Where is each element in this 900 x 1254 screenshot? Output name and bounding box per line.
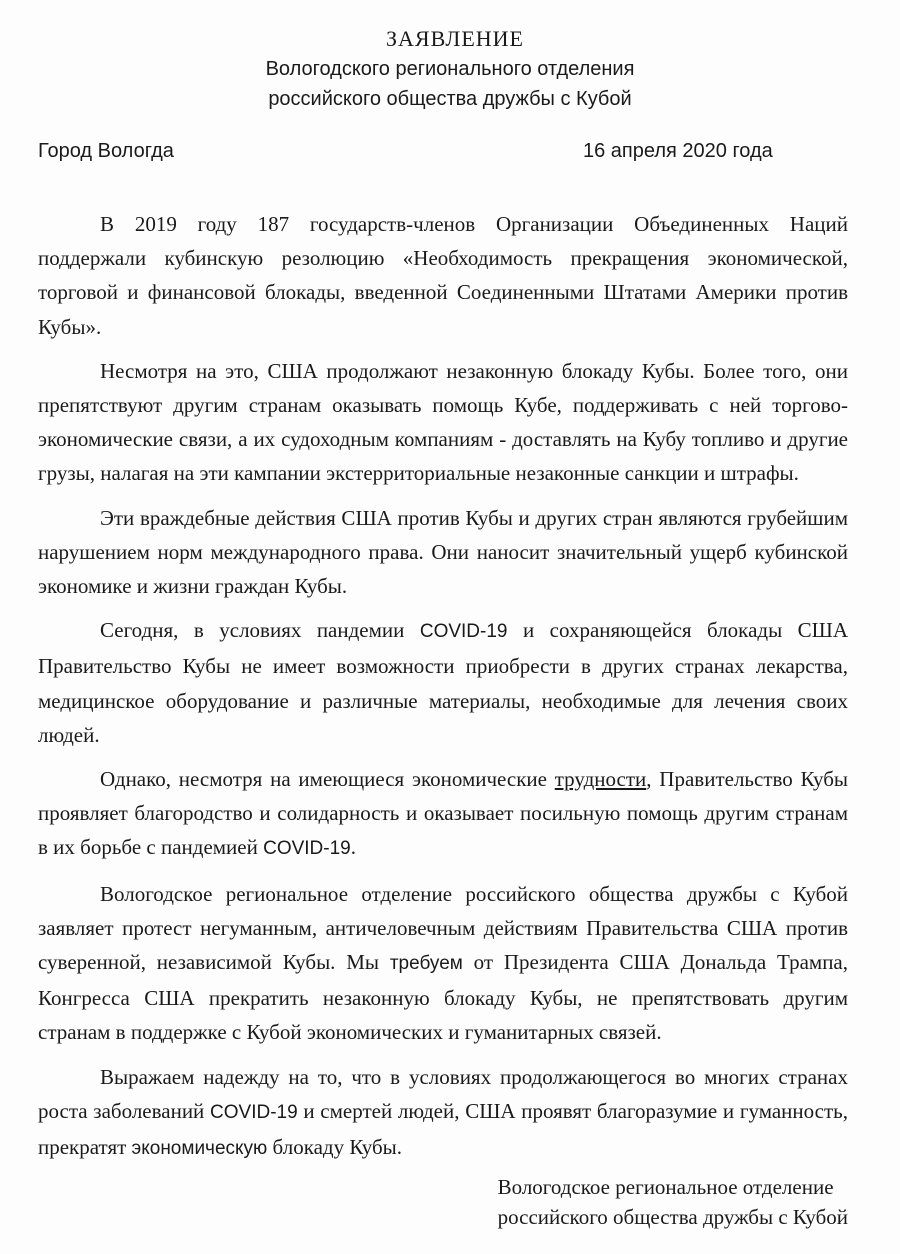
document-header [0, 24, 900, 114]
paragraph-blockade-continues: Несмотря на это, США продолжают незаконную блокаду Кубы. Более того, они препятствуют другим странам оказывать помощь Кубе, поддерживать с ней торгово-экономические связи, а их судоходным компаниям - доставлять на Кубу топливо и другие грузы, налагая на эти кампании экстерриториальные незаконные санкции и штрафы. [38, 358, 848, 486]
paragraph-law-violation: Эти враждебные действия США против Кубы и других стран являются грубейшим нарушением норм международного права. Они наносит значительный ущерб кубинской экономике и жизни граждан Кубы. [38, 505, 848, 599]
statement-body [38, 207, 848, 1176]
city-name: Город Вологда [38, 140, 174, 162]
paragraph-cuba-solidarity: Однако, несмотря на имеющиеся экономические трудности, Правительство Кубы проявляет благородство и солидарность и оказывает посильную помощь другим странам в их борьбе с пандемией COVID-19. [38, 767, 848, 860]
document-title: ЗАЯВЛЕНИЕ [386, 26, 524, 51]
paragraph-hope: Выражаем надежду на то, что в условиях продолжающегося во многих странах роста заболеваний COVID-19 и смертей людей, США проявят благоразумие и гуманность, прекратят экономическую блокаду Кубы. [38, 1064, 848, 1160]
signature-block [498, 1172, 848, 1232]
signature-line-1: Вологодское региональное отделение [497, 1175, 834, 1199]
paragraph-un-resolution: В 2019 году 187 государств-членов Организации Объединенных Наций поддержали кубинскую резолюцию «Необходимость прекращения экономической, торговой и финансовой блокады, введенной Соединенными Штатами Америки против Кубы». [38, 212, 848, 339]
signature-line-2: российского общества дружбы с Кубой [497, 1205, 848, 1229]
issuer-line-1: Вологодского регионального отделения [265, 58, 635, 80]
issuer-line-2: российского общества дружбы с Кубой [268, 88, 632, 110]
paragraph-pandemic: Сегодня, в условиях пандемии COVID-19 и сохраняющейся блокады США Правительство Кубы не имеет возможности приобрести в других странах лекарства, медицинское оборудование и различные материалы, необходимые для лечения своих людей. [38, 618, 849, 747]
paragraph-protest-demand: Вологодское региональное отделение российского общества дружбы с Кубой заявляет протест негуманным, античеловечным действиям Правительства США против суверенной, независимой Кубы. Мы требуем от Президента США Дональда Трампа, Конгресса США прекратить незаконную блокаду Кубы, не препятствовать другим странам в поддержке с Кубой экономических и гуманитарных связей. [38, 881, 848, 1045]
document-date: 16 апреля 2020 года [583, 140, 773, 162]
